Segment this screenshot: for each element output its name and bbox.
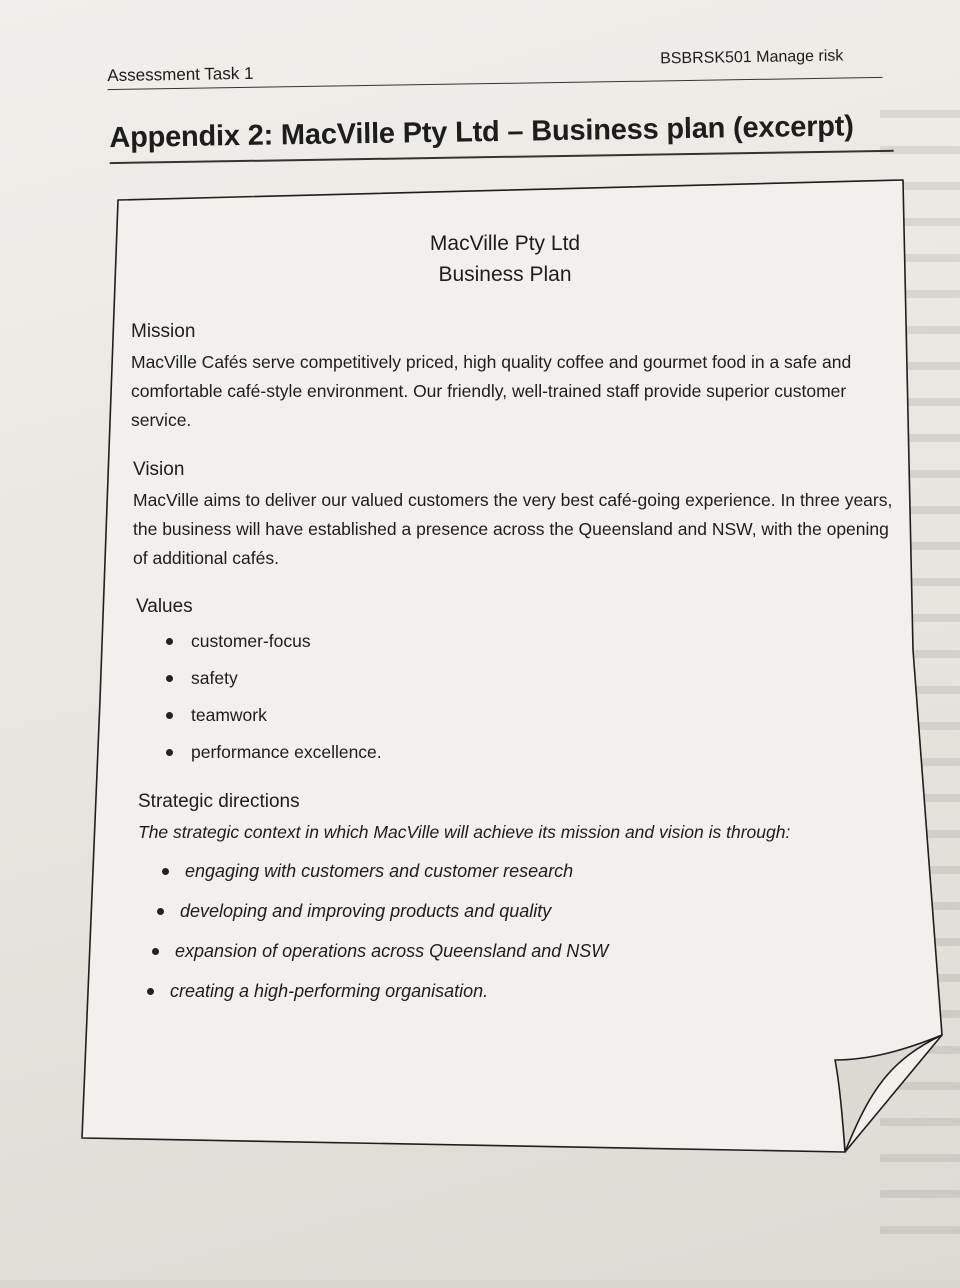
value-label: customer-focus — [191, 631, 311, 651]
value-label: performance excellence. — [191, 742, 382, 762]
bullet-icon — [147, 988, 154, 995]
company-name: MacVille Pty Ltd — [429, 232, 581, 255]
list-item — [136, 697, 736, 734]
bullet-icon — [152, 948, 159, 955]
bullet-icon — [166, 712, 173, 719]
bullet-icon — [162, 868, 169, 875]
values-list — [136, 623, 736, 771]
business-plan-title — [300, 228, 710, 290]
list-item — [138, 891, 898, 931]
strategic-list — [138, 851, 898, 1011]
list-item — [138, 851, 898, 891]
vision-section — [133, 455, 893, 573]
list-item — [136, 734, 736, 771]
bullet-icon — [157, 908, 164, 915]
list-item — [136, 623, 736, 660]
strategic-directions-section — [138, 787, 898, 1011]
bullet-icon — [166, 749, 173, 756]
strategic-heading: Strategic directions — [138, 791, 300, 812]
vision-text: MacVille aims to deliver our valued customers the very best café-going experience. In three years, the business will have established a presence across the Queensland and NSW, with the opening of additional cafés. — [133, 490, 893, 568]
appendix-title: Appendix 2: MacVille Pty Ltd – Business plan (excerpt) — [109, 110, 854, 155]
values-heading: Values — [136, 596, 193, 617]
header-task-label: Assessment Task 1 — [107, 63, 254, 86]
values-section — [136, 592, 736, 771]
mission-text: MacVille Cafés serve competitively priced, high quality coffee and gourmet food in a safe and comfortable café-style environment. Our friendly, well-trained staff provide superior customer service. — [131, 352, 852, 430]
list-item — [136, 660, 736, 697]
value-label: teamwork — [191, 705, 267, 725]
mission-heading: Mission — [131, 321, 196, 342]
header-unit-code: BSBRSK501 Manage risk — [660, 47, 844, 68]
strategic-intro: The strategic context in which MacVille will achieve its mission and vision is through: — [138, 822, 791, 842]
strategy-label: creating a high-performing organisation. — [170, 981, 489, 1001]
list-item — [138, 971, 898, 1011]
bullet-icon — [166, 638, 173, 645]
strategy-label: developing and improving products and quality — [180, 901, 552, 921]
mission-section — [131, 317, 871, 435]
strategy-label: engaging with customers and customer research — [185, 861, 574, 881]
bullet-icon — [166, 675, 173, 682]
strategy-label: expansion of operations across Queensland and NSW — [175, 941, 609, 961]
vision-heading: Vision — [133, 459, 185, 480]
plan-name: Business Plan — [438, 263, 572, 286]
list-item — [138, 931, 898, 971]
value-label: safety — [191, 668, 238, 688]
